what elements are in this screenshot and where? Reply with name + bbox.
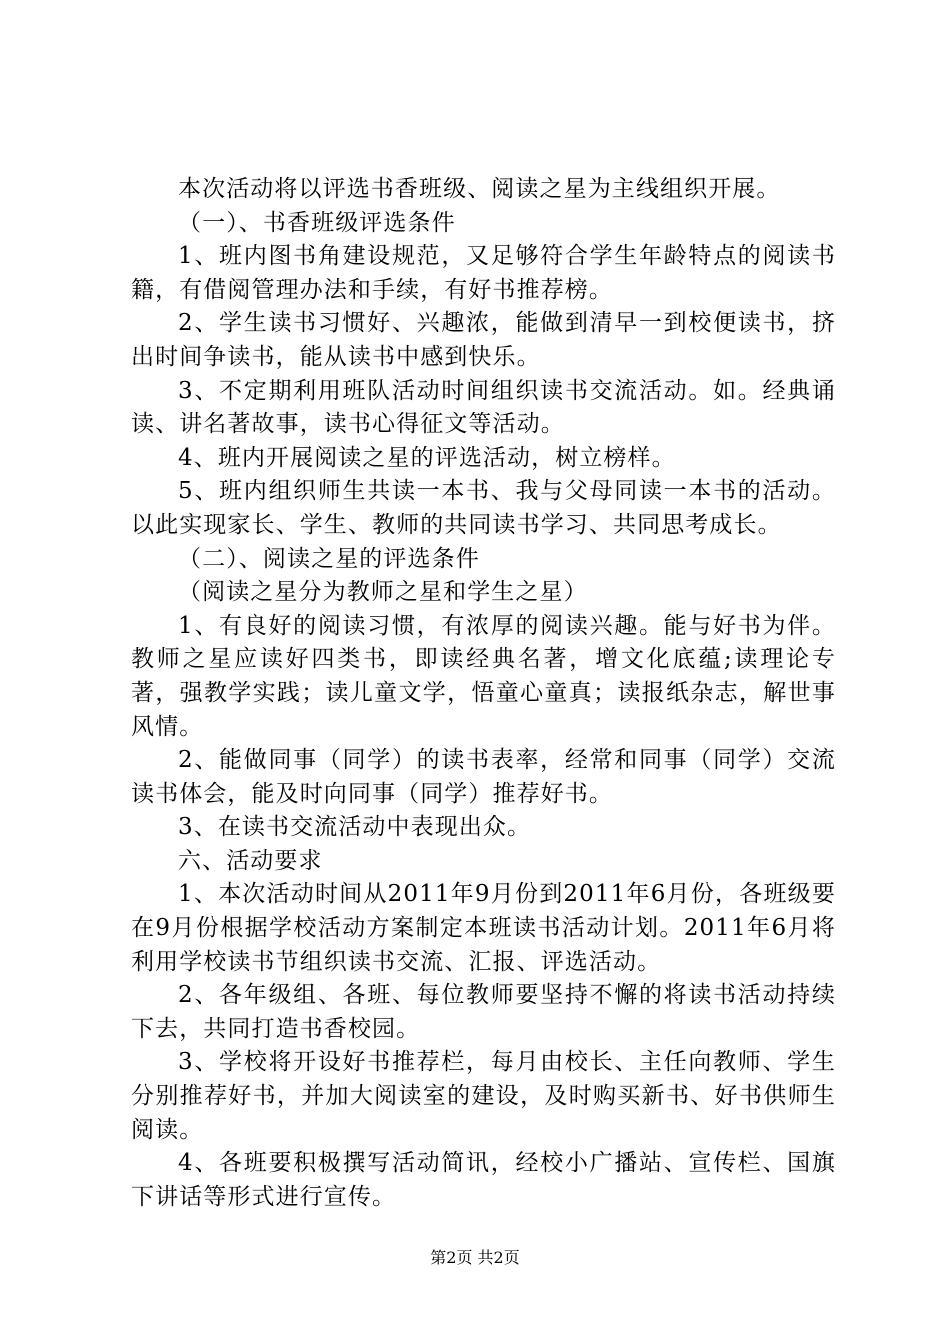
paragraph: 1、本次活动时间从2011年9月份到2011年6月份，各班级要在9月份根据学校活动方案制定本班读书活动计划。2011年6月将利用学校读书节组织读书交流、汇报、评选活动。 [131,881,836,975]
section-heading: 六、活动要求 [178,847,323,874]
paragraph: 1、有良好的阅读习惯，有浓厚的阅读兴趣。能与好书为伴。教师之星应读好四类书，即读经典名著，增文化底蕴;读理论专著，强教学实践；读儿童文学，悟童心童真；读报纸杂志，解世事风情。 [131,612,836,740]
paragraph: （阅读之星分为教师之星和学生之星） [178,579,588,606]
paragraph: 4、班内开展阅读之星的评选活动，树立榜样。 [178,444,676,471]
paragraph: 2、各年级组、各班、每位教师要坚持不懈的将读书活动持续下去，共同打造书香校园。 [131,982,836,1042]
page-number-footer: 第2页 共2页 [430,1248,520,1267]
section-heading: （一）、书香班级评选条件 [178,209,456,236]
paragraph: 5、班内组织师生共读一本书、我与父母同读一本书的活动。以此实现家长、学生、教师的共同读书学习、共同思考成长。 [131,478,836,538]
paragraph: 2、能做同事（同学）的读书表率，经常和同事（同学）交流读书体会，能及时向同事（同学）推荐好书。 [131,747,836,807]
paragraph: 3、学校将开设好书推荐栏，每月由校长、主任向教师、学生分别推荐好书，并加大阅读室的建设，及时购买新书、好书供师生阅读。 [131,1049,836,1143]
document-body [131,173,836,1214]
section-heading: （二）、阅读之星的评选条件 [178,545,480,572]
paragraph: 本次活动将以评选书香班级、阅读之星为主线组织开展。 [178,176,781,202]
paragraph: 4、各班要积极撰写活动简讯，经校小广播站、宣传栏、国旗下讲话等形式进行宣传。 [131,1150,836,1210]
paragraph: 2、学生读书习惯好、兴趣浓，能做到清早一到校便读书，挤出时间争读书，能从读书中感到快乐。 [131,310,836,370]
paragraph: 3、不定期利用班队活动时间组织读书交流活动。如。经典诵读、讲名著故事，读书心得征文等活动。 [131,377,836,438]
paragraph: 3、在读书交流活动中表现出众。 [178,814,532,841]
paragraph: 1、班内图书角建设规范，又足够符合学生年龄特点的阅读书籍，有借阅管理办法和手续，有好书推荐榜。 [131,243,836,303]
